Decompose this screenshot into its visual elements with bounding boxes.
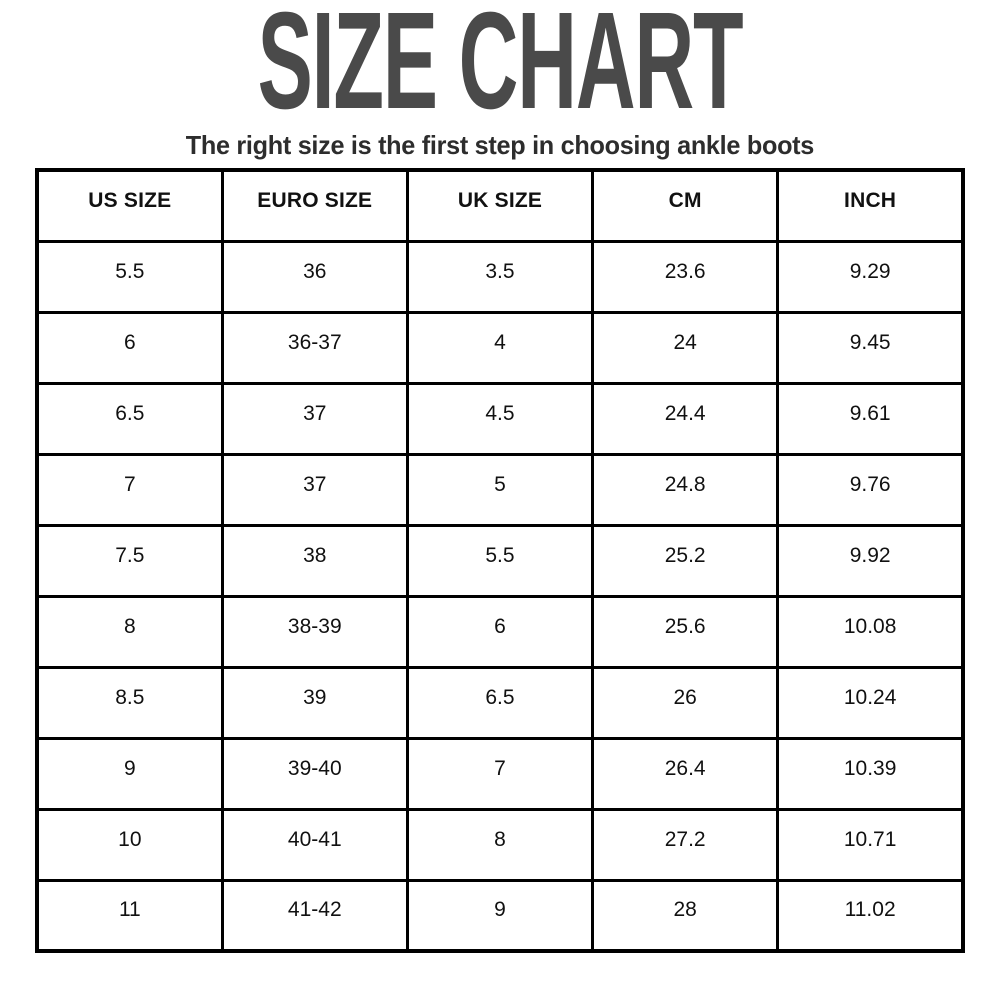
table-cell: 10	[37, 809, 222, 880]
table-cell: 37	[222, 383, 407, 454]
table-cell: 36	[222, 241, 407, 312]
size-table-head	[37, 170, 963, 241]
table-cell: 24	[593, 312, 778, 383]
table-cell: 6	[407, 596, 592, 667]
table-cell: 38-39	[222, 596, 407, 667]
header-cell-uk-size: UK SIZE	[407, 170, 592, 241]
table-row	[37, 809, 963, 880]
table-cell: 10.71	[778, 809, 963, 880]
table-cell: 9.76	[778, 454, 963, 525]
table-cell: 39	[222, 667, 407, 738]
table-cell: 9.61	[778, 383, 963, 454]
page-title: SIZE CHART	[257, 0, 743, 138]
table-cell: 9.45	[778, 312, 963, 383]
table-cell: 9	[37, 738, 222, 809]
table-cell: 10.39	[778, 738, 963, 809]
table-cell: 4.5	[407, 383, 592, 454]
header-cell-inch: INCH	[778, 170, 963, 241]
table-cell: 7.5	[37, 525, 222, 596]
table-cell: 5.5	[37, 241, 222, 312]
table-row	[37, 241, 963, 312]
table-row	[37, 454, 963, 525]
table-cell: 6.5	[37, 383, 222, 454]
table-cell: 9	[407, 880, 592, 951]
table-cell: 8.5	[37, 667, 222, 738]
table-cell: 24.8	[593, 454, 778, 525]
table-row	[37, 738, 963, 809]
table-cell: 3.5	[407, 241, 592, 312]
table-cell: 11	[37, 880, 222, 951]
table-cell: 28	[593, 880, 778, 951]
table-cell: 27.2	[593, 809, 778, 880]
size-table-body	[37, 241, 963, 951]
table-cell: 38	[222, 525, 407, 596]
table-row	[37, 525, 963, 596]
table-row	[37, 667, 963, 738]
header-cell-euro-size: EURO SIZE	[222, 170, 407, 241]
table-cell: 9.92	[778, 525, 963, 596]
table-cell: 7	[37, 454, 222, 525]
table-cell: 10.24	[778, 667, 963, 738]
header-row	[37, 170, 963, 241]
table-cell: 36-37	[222, 312, 407, 383]
table-cell: 24.4	[593, 383, 778, 454]
table-cell: 5	[407, 454, 592, 525]
table-cell: 26	[593, 667, 778, 738]
table-cell: 37	[222, 454, 407, 525]
table-cell: 10.08	[778, 596, 963, 667]
table-row	[37, 312, 963, 383]
table-cell: 25.6	[593, 596, 778, 667]
table-cell: 25.2	[593, 525, 778, 596]
table-cell: 5.5	[407, 525, 592, 596]
table-cell: 40-41	[222, 809, 407, 880]
table-cell: 6	[37, 312, 222, 383]
header-cell-us-size: US SIZE	[37, 170, 222, 241]
table-row	[37, 596, 963, 667]
page-subtitle: The right size is the first step in choosing ankle boots	[185, 130, 815, 160]
table-cell: 23.6	[593, 241, 778, 312]
table-cell: 26.4	[593, 738, 778, 809]
table-cell: 9.29	[778, 241, 963, 312]
table-cell: 39-40	[222, 738, 407, 809]
table-cell: 41-42	[222, 880, 407, 951]
table-cell: 8	[407, 809, 592, 880]
table-cell: 7	[407, 738, 592, 809]
table-row	[37, 383, 963, 454]
table-cell: 8	[37, 596, 222, 667]
size-table	[35, 168, 965, 953]
header-cell-cm: CM	[593, 170, 778, 241]
table-cell: 4	[407, 312, 592, 383]
table-cell: 6.5	[407, 667, 592, 738]
table-row	[37, 880, 963, 951]
table-cell: 11.02	[778, 880, 963, 951]
